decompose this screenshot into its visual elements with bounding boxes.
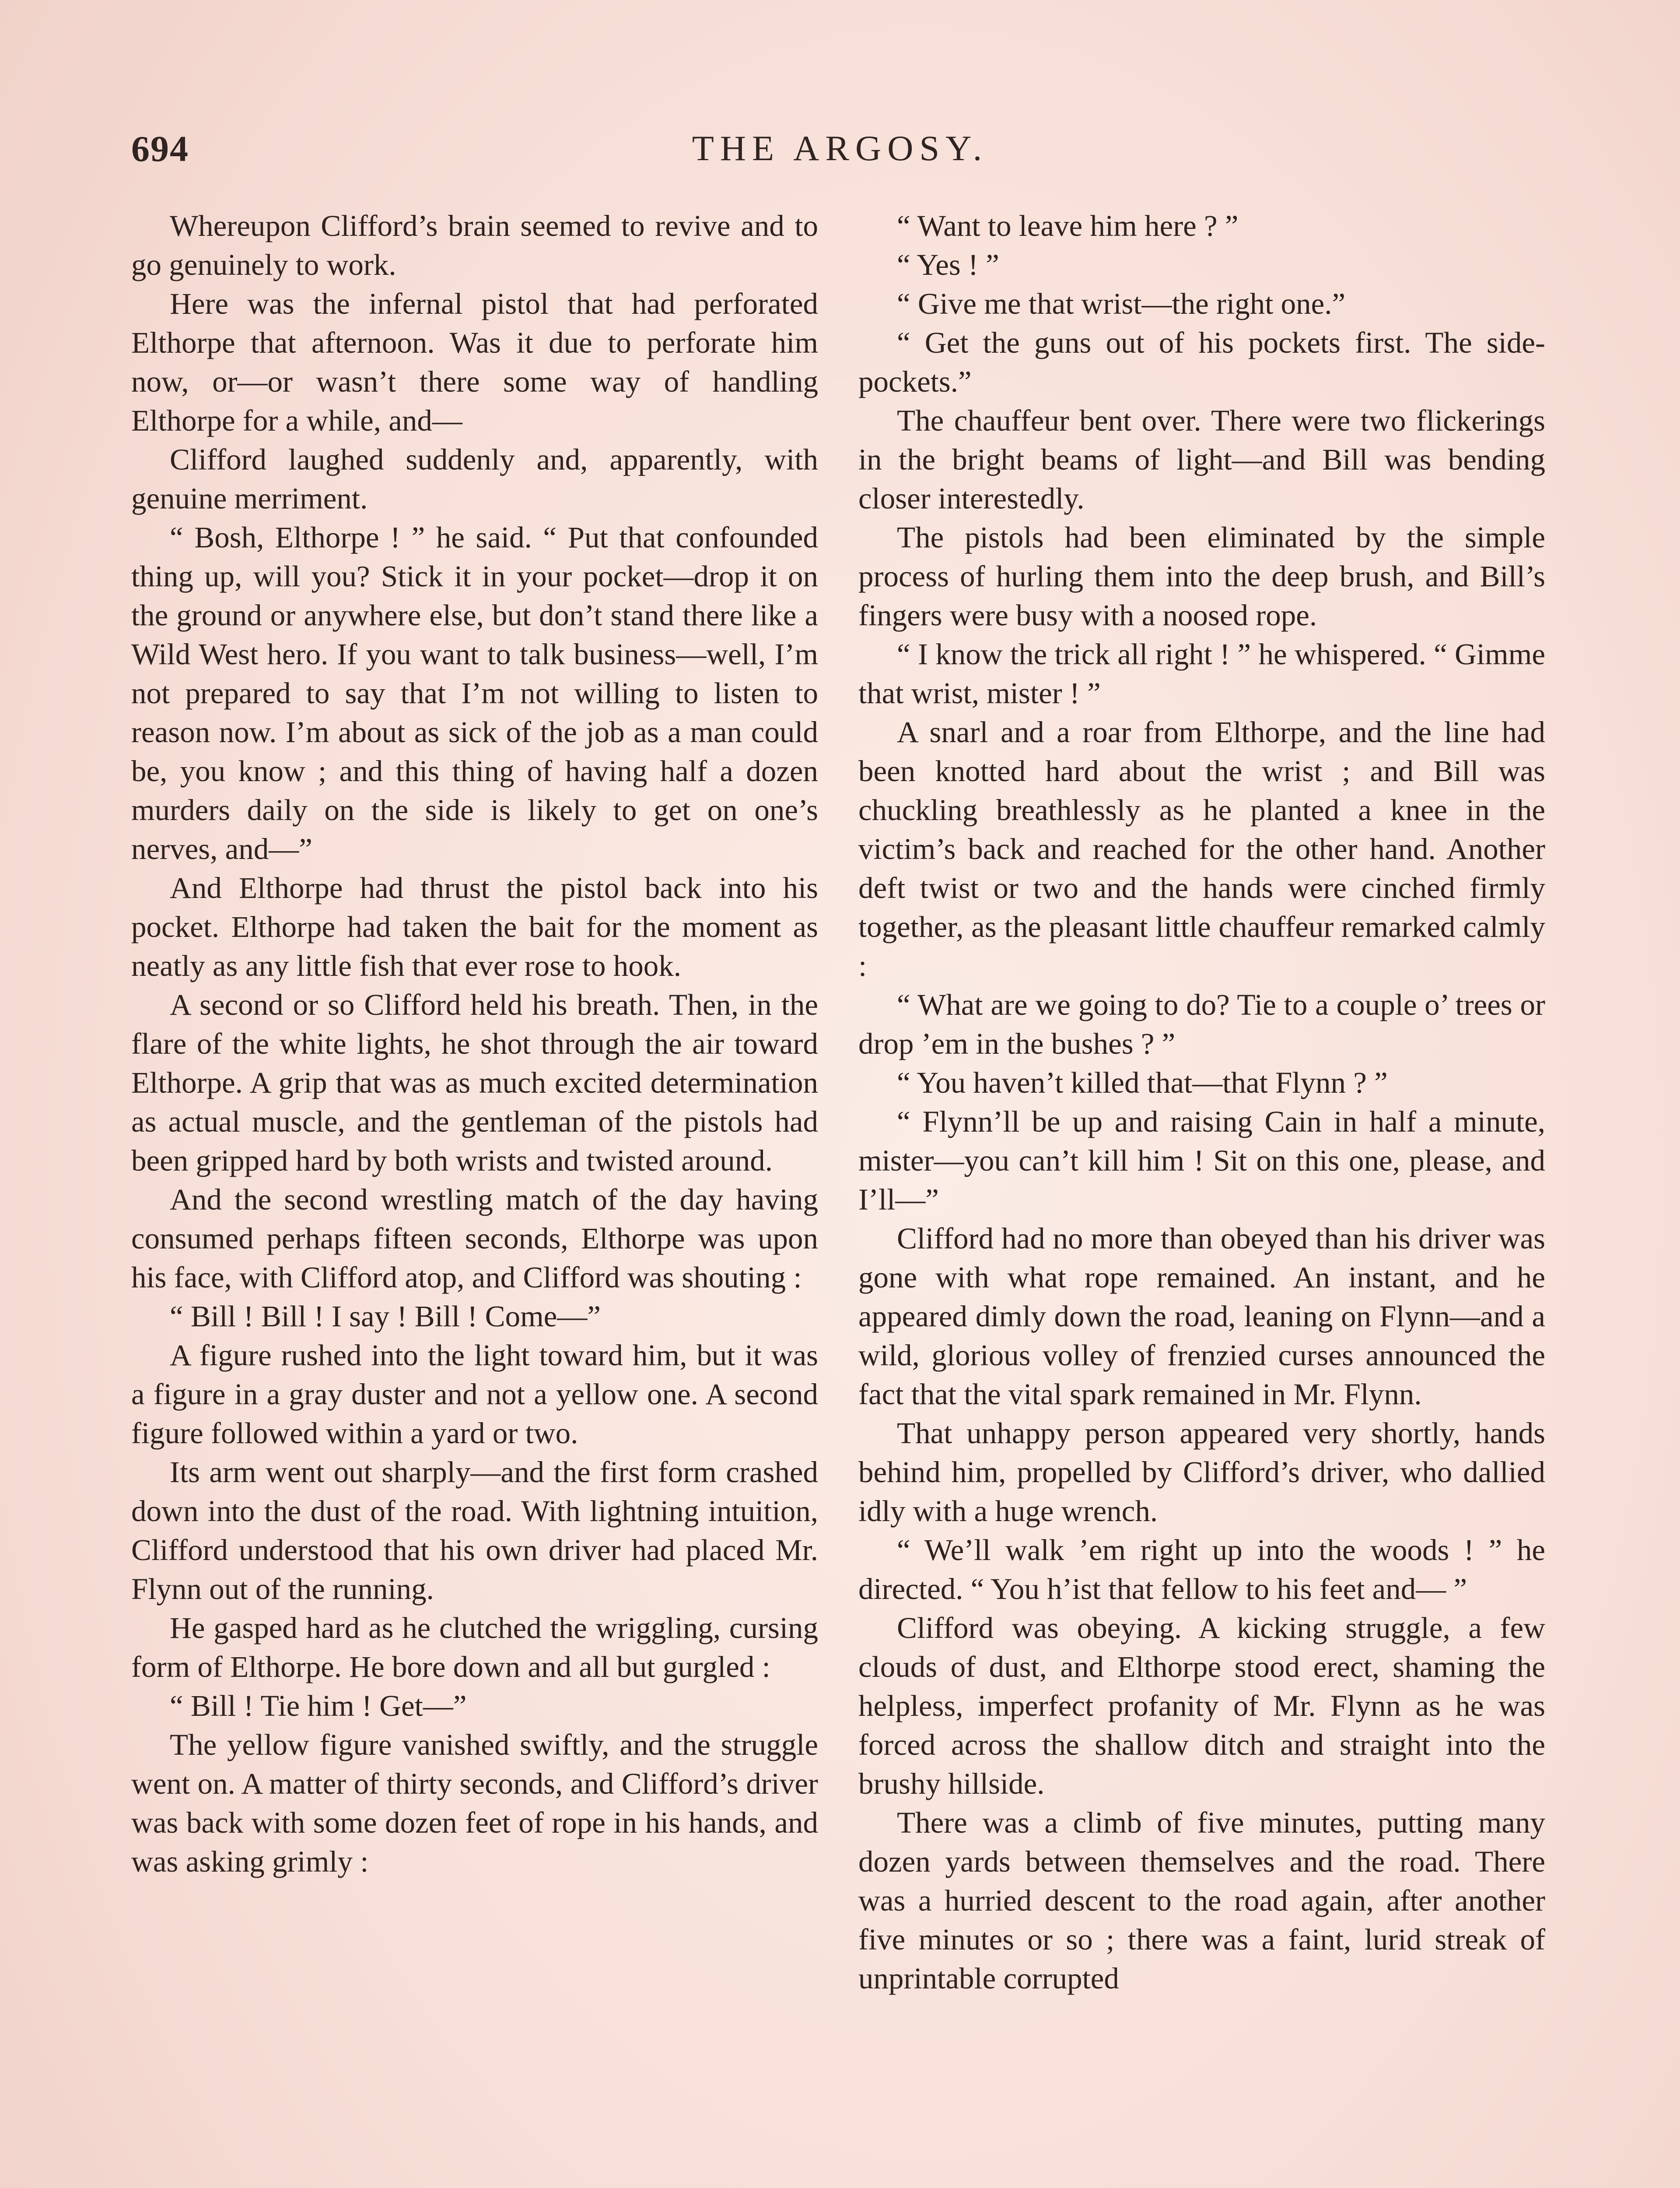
running-title: THE ARGOSY. [692,128,988,168]
paragraph: “ Flynn’ll be up and raising Cain in half a minute, mister—you can’t kill him ! Sit on this one, please, and I’ll—” [858,1105,1545,1216]
paragraph: “ I know the trick all right ! ” he whispered. “ Gimme that wrist, mister ! ” [858,638,1545,710]
paragraph: “ Get the guns out of his pockets first. The side-pockets.” [858,326,1545,398]
paragraph: And Elthorpe had thrust the pistol back into his pocket. Elthorpe had taken the bait for the moment as neatly as any little fish that ever rose to hook. [131,871,818,982]
paragraph: And the second wrestling match of the day having consumed perhaps fifteen seconds, Elthorpe was upon his face, with Clifford atop, and Clifford was shouting : [131,1183,818,1294]
paragraph: “ Want to leave him here ? ” [897,209,1239,242]
paragraph: That unhappy person appeared very shortly, hands behind him, propelled by Clifford’s driver, who dallied idly with a huge wrench. [858,1417,1545,1528]
right-text-column [858,207,1545,2188]
paragraph: Clifford had no more than obeyed than his driver was gone with what rope remained. An instant, and he appeared dimly down the road, leaning on Flynn—and a wild, glorious volley of frenzied curses announced the fact that the vital spark remained in Mr. Flynn. [858,1222,1545,1411]
paragraph: Here was the infernal pistol that had perforated Elthorpe that afternoon. Was it due to perforate him now, or—or wasn’t there some way of handling Elthorpe for a while, and— [131,287,818,437]
paragraph: “ Give me that wrist—the right one.” [897,287,1346,320]
paragraph: “ Bill ! Tie him ! Get—” [170,1689,467,1722]
paragraph: “ Bill ! Bill ! I say ! Bill ! Come—” [170,1300,601,1333]
paragraph: A snarl and a roar from Elthorpe, and the line had been knotted hard about the wrist ; and Bill was chuckling breathlessly as he planted a knee in the victim’s back and reached for the other hand. Another deft twist or two and the hands were cinched firmly together, as the pleasant little chauffeur remarked calmly : [858,715,1545,982]
paragraph: “ We’ll walk ’em right up into the woods ! ” he directed. “ You h’ist that fellow to his feet and— ” [858,1533,1545,1606]
paragraph: “ You haven’t killed that—that Flynn ? ” [897,1066,1388,1099]
paragraph: There was a climb of five minutes, putting many dozen yards between themselves and the road. There was a hurried descent to the road again, after another five minutes or so ; there was a faint, lurid streak of unprintable corrupted [858,1806,1545,1995]
paragraph: He gasped hard as he clutched the wriggling, cursing form of Elthorpe. He bore down and all but gurgled : [131,1611,818,1683]
paragraph: Clifford was obeying. A kicking struggle, a few clouds of dust, and Elthorpe stood erect, shaming the helpless, imperfect profanity of Mr. Flynn as he was forced across the shallow ditch and straight into the brushy hillside. [858,1611,1545,1800]
paragraph: “ What are we going to do? Tie to a couple o’ trees or drop ’em in the bushes ? ” [858,988,1545,1060]
paragraph: Its arm went out sharply—and the first form crashed down into the dust of the road. With lightning intuition, Clifford understood that his own driver had placed Mr. Flynn out of the running. [131,1455,818,1606]
paragraph: A figure rushed into the light toward him, but it was a figure in a gray duster and not a yellow one. A second figure followed within a yard or two. [131,1339,818,1450]
paragraph: The chauffeur bent over. There were two flickerings in the bright beams of light—and Bill was bending closer interestedly. [858,404,1545,515]
running-header [0,128,1680,176]
paragraph: “ Yes ! ” [897,248,999,281]
paragraph: Whereupon Clifford’s brain seemed to revive and to go genuinely to work. [131,209,818,281]
paragraph: Clifford laughed suddenly and, apparently, with genuine merriment. [131,443,818,515]
paragraph: The pistols had been eliminated by the simple process of hurling them into the deep brush, and Bill’s fingers were busy with a noosed rope. [858,521,1545,632]
paragraph: A second or so Clifford held his breath. Then, in the flare of the white lights, he shot through the air toward Elthorpe. A grip that was as much excited determination as actual muscle, and the gentleman of the pistols had been gripped hard by both wrists and twisted around. [131,988,818,1177]
left-text-column [131,207,818,2188]
paragraph: “ Bosh, Elthorpe ! ” he said. “ Put that confounded thing up, will you? Stick it in your pocket—drop it on the ground or anywhere else, but don’t stand there like a Wild West hero. If you want to talk business—well, I’m not prepared to say that I’m not willing to listen to reason now. I’m about as sick of the job as a man could be, you know ; and this thing of having half a dozen murders daily on the side is likely to get on one’s nerves, and—” [131,521,818,866]
page-number: 694 [131,129,189,169]
paragraph: The yellow figure vanished swiftly, and the struggle went on. A matter of thirty seconds, and Clifford’s driver was back with some dozen feet of rope in his hands, and was asking grimly : [131,1728,818,1878]
